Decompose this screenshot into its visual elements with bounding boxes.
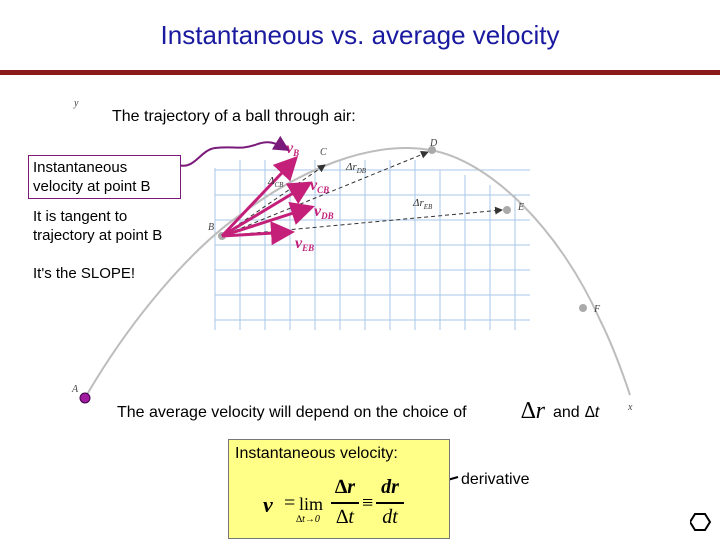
point-e	[503, 206, 511, 214]
formula-box	[228, 439, 450, 539]
formula-title: Instantaneous velocity:	[235, 445, 398, 462]
formula-den1: ∆t	[336, 506, 354, 528]
callout-connector	[178, 142, 288, 166]
formula-num1: ∆r	[334, 476, 356, 498]
derivative-label: derivative	[461, 471, 530, 488]
label-dr-eb: $\Delta r_{EB}$	[413, 197, 433, 211]
delta-r-symbol: ∆r	[521, 398, 546, 424]
grid	[215, 160, 530, 330]
label-b: B	[208, 222, 215, 233]
average-note: The average velocity will depend on the choice of	[117, 404, 467, 421]
label-f: F	[594, 304, 601, 315]
formula-limit-sub: ∆t→0	[296, 514, 320, 525]
page-title: Instantaneous vs. average velocity	[160, 20, 560, 50]
formula-num2: dr	[381, 476, 399, 498]
tangent-note: It is tangent to trajectory at point B	[33, 208, 163, 244]
label-c: C	[320, 147, 327, 158]
label-v-db: vDB	[314, 203, 334, 221]
hexagon-icon[interactable]	[690, 512, 712, 532]
formula-lhs: v	[263, 492, 273, 517]
formula-den2: dt	[382, 506, 398, 528]
average-and: and	[553, 404, 580, 421]
trajectory-subtitle: The trajectory of a ball through air:	[112, 108, 356, 125]
axis-x-label: x	[628, 402, 633, 413]
slope-note: It's the SLOPE!	[33, 265, 136, 282]
label-v-cb: vCB	[310, 177, 330, 195]
callout-text: Instantaneous velocity at point B	[33, 159, 151, 195]
average-dt: ∆t	[585, 404, 600, 421]
point-a	[80, 393, 90, 403]
formula-fraction-bar-2	[376, 502, 404, 504]
axis-y-label: y	[74, 98, 79, 109]
label-e: E	[518, 202, 525, 213]
label-v-b: vB	[286, 140, 300, 158]
formula-equals: =	[284, 492, 296, 514]
label-v-eb: vEB	[295, 235, 315, 253]
instantaneous-callout	[28, 155, 181, 199]
label-dr-db: $\Delta r_{DB}$	[346, 161, 367, 175]
point-f	[579, 304, 587, 312]
formula-fraction-bar-1	[331, 502, 359, 504]
label-dr-cb: $\Delta_{CB}$	[268, 175, 284, 189]
formula-lim: lim	[299, 494, 324, 514]
formula-equiv: ≡	[362, 492, 374, 514]
label-a: A	[72, 384, 79, 395]
label-d: D	[430, 138, 438, 149]
